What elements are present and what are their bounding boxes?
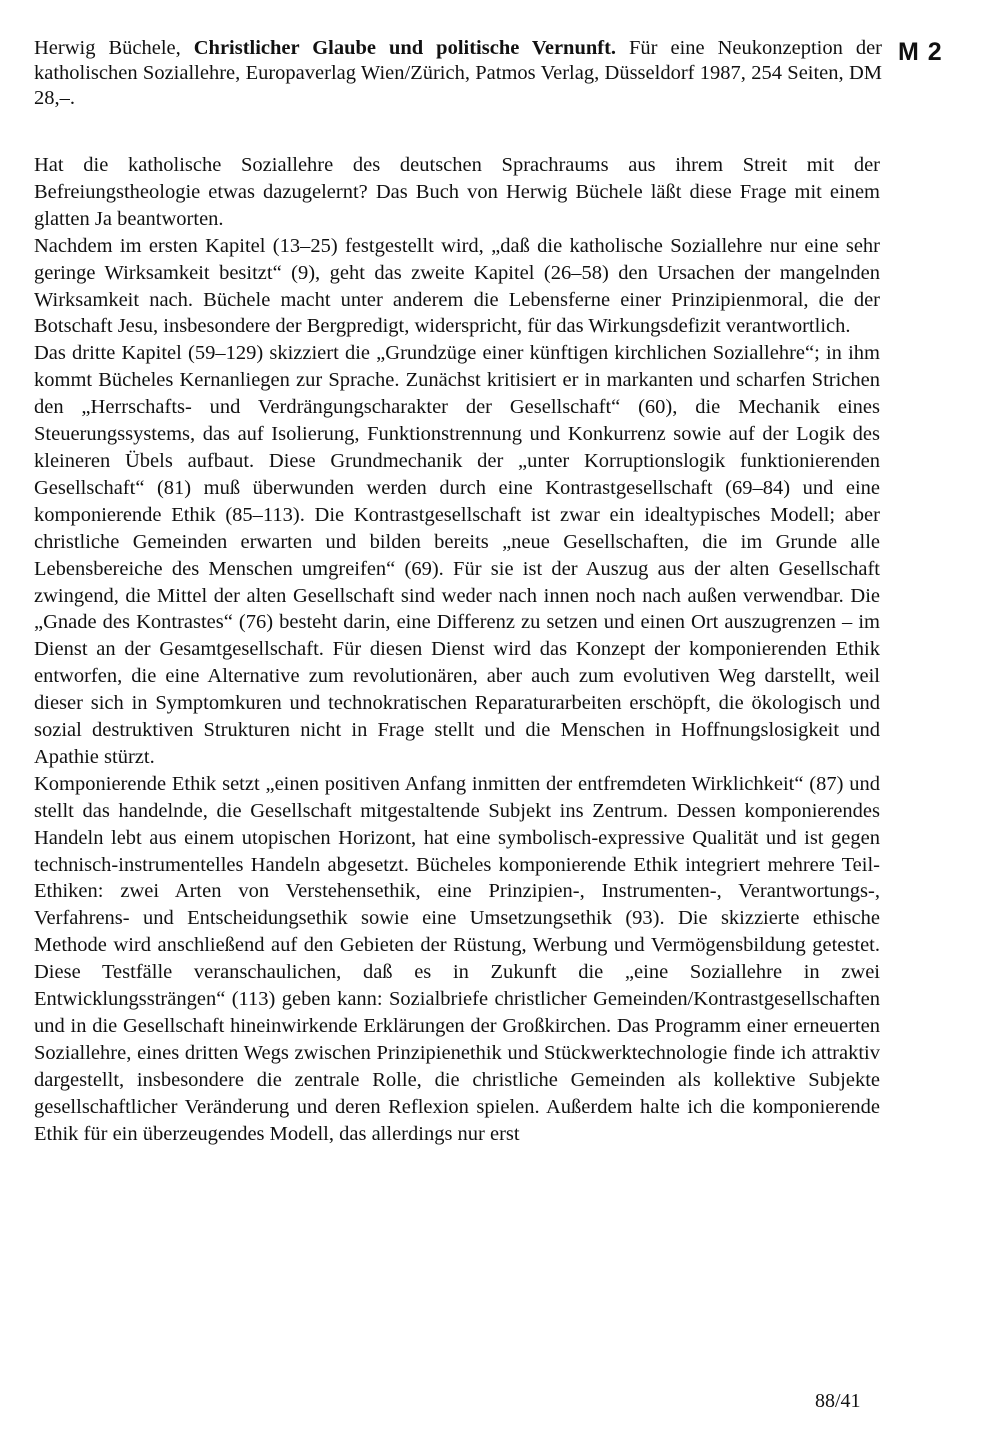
paragraph: Hat die katholische Soziallehre des deutschen Sprachraums aus ihrem Streit mit der Befreiungstheologie etwas dazugelernt? Das Buch von Herwig Büchele läßt diese Frage mit einem glatten Ja beantworten. [34, 154, 880, 230]
review-body [34, 152, 880, 1148]
section-marker: M 2 [898, 38, 943, 66]
publication-details: Für eine Neukonzeption der katholischen Soziallehre, Europaverlag Wien/Zürich, Patmos Verlag, Düsseldorf 1987, 254 Seiten, DM 28,–. [34, 37, 882, 109]
bibliographic-header [34, 36, 882, 111]
paragraph: Komponierende Ethik setzt „einen positiven Anfang inmitten der entfremdeten Wirklichkeit“ (87) und stellt das handelnde, die Gesellschaft mitgestaltende Subjekt ins Zentrum. Dessen komponierendes Handeln lebt aus einem utopischen Horizont, hat eine symbolisch-expressive Qualität und ist gegen technisch-instrumentelles Handeln abgesetzt. Bücheles komponierende Ethik integriert mehrere Teil-Ethiken: zwei Arten von Verstehensethik, eine Prinzipien-, Instrumenten-, Verantwortungs-, Verfahrens- und Entscheidungsethik sowie eine Umsetzungsethik (93). Die skizzierte ethische Methode wird anschließend auf den Gebieten der Rüstung, Werbung und Vermögensbildung getestet. Diese Testfälle veranschaulichen, daß es in Zukunft die „eine Soziallehre in zwei Entwicklungssträngen“ (113) geben kann: Sozialbriefe christlicher Gemeinden/Kontrastgesellschaften und in die Gesellschaft hineinwirkende Erklärungen der Großkirchen. Das Programm einer erneuerten Soziallehre, eines dritten Wegs zwischen Prinzipienethik und Stückwerktechnologie finde ich attraktiv dargestellt, insbesondere die zentrale Rolle, die christliche Gemeinden als kollektive Subjekte gesellschaftlicher Veränderung und deren Reflexion spielen. Außerdem halte ich die komponierende Ethik für ein überzeugendes Modell, das allerdings nur erst [34, 772, 880, 1145]
page-number: 88/41 [815, 1390, 861, 1412]
book-title: Christlicher Glaube und politische Vernunft. [193, 37, 617, 59]
paragraph: Das dritte Kapitel (59–129) skizziert die „Grundzüge einer künftigen kirchlichen Soziallehre“; in ihm kommt Bücheles Kernanliegen zur Sprache. Zunächst kritisiert er in markanten und scharfen Strichen den „Herrschafts- und Verdrängungscharakter der Gesellschaft“ (60), die Mechanik eines Steuerungssystems, das auf Isolierung, Funktionstrennung und Konkurrenz sowie auf der Logik des kleineren Übels aufbaut. Diese Grundmechanik der „unter Korruptionslogik funktionierenden Gesellschaft“ (81) muß überwunden werden durch eine Kontrastgesellschaft (69–84) und eine komponierende Ethik (85–113). Die Kontrastgesellschaft ist zwar ein idealtypisches Modell; aber christliche Gemeinden erwarten und bilden bereits „neue Gesellschaften, die im Grunde alle Lebensbereiche des Menschen umgreifen“ (69). Für sie ist der Auszug aus der alten Gesellschaft zwingend, die Mittel der alten Gesellschaft sind weder nach innen noch nach außen verwendbar. Die „Gnade des Kontrastes“ (76) besteht darin, eine Differenz zu setzen und einen Ort auszugrenzen – im Dienst an der Gesamtgesellschaft. Für diesen Dienst wird das Konzept der komponierenden Ethik entworfen, die eine Alternative zum revolutionären, aber auch zum evolutiven Weg darstellt, weil dieser sich in Symptomkuren und technokratischen Reparaturarbeiten erschöpft, die ökologisch und sozial destruktiven Strukturen nicht in Frage stellt und die Menschen in Hoffnungslosigkeit und Apathie stürzt. [34, 342, 880, 768]
book-author: Herwig Büchele, [34, 37, 194, 59]
paragraph: Nachdem im ersten Kapitel (13–25) festgestellt wird, „daß die katholische Soziallehre nur eine sehr geringe Wirksamkeit besitzt“ (9), geht das zweite Kapitel (26–58) den Ursachen der mangelnden Wirksamkeit nach. Büchele macht unter anderem die Lebensferne einer Prinzipienmoral, die der Botschaft Jesu, insbesondere der Bergpredigt, widerspricht, für das Wirkungsdefizit verantwortlich. [34, 234, 880, 338]
